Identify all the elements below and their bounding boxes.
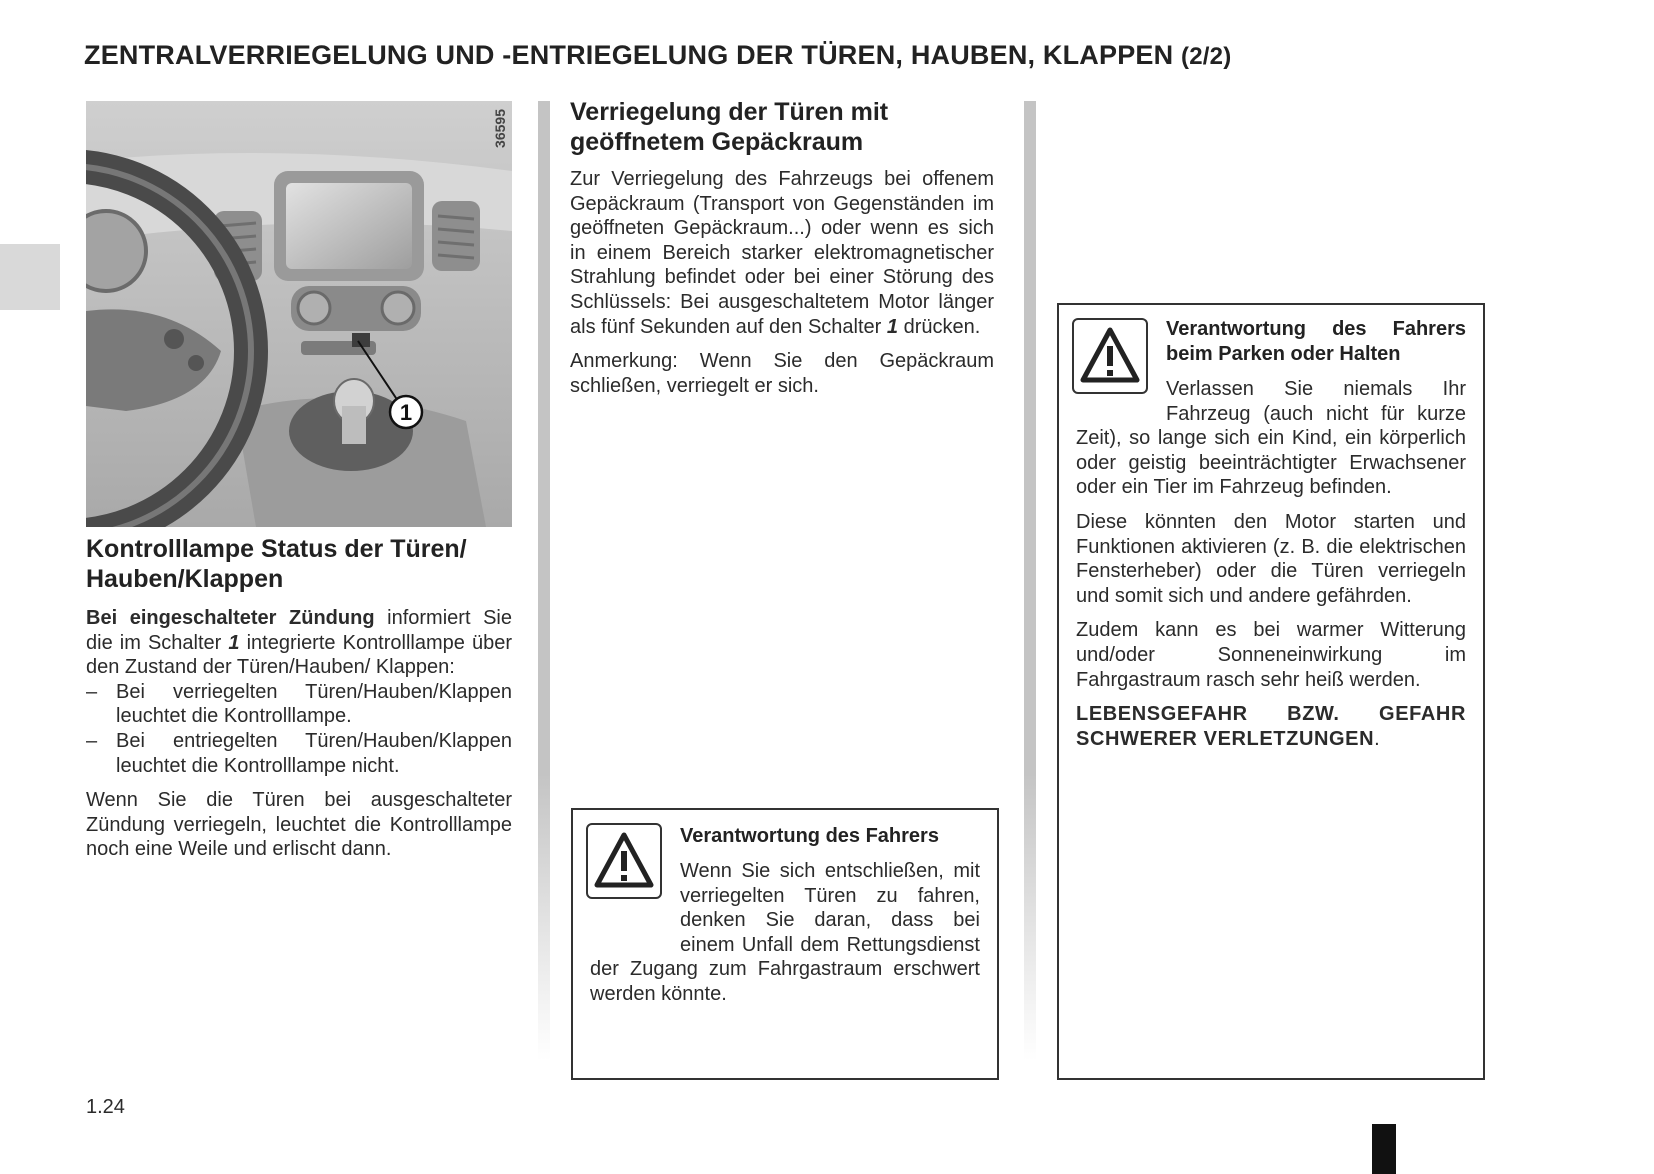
intro-bold: Bei eingeschalteter Zündung [86, 607, 375, 629]
title-text: ZENTRALVERRIEGELUNG UND -ENTRIEGELUNG DER TÜREN, HAUBEN, KLAPPEN [84, 40, 1174, 70]
open-trunk-para [570, 167, 994, 339]
list-item: – Bei verriegelten Türen/Hauben/Klappen leuchtet die Kontrolllampe. [86, 680, 512, 729]
danger-end: . [1374, 727, 1381, 750]
column-divider-left [538, 101, 550, 1061]
warning-parking-para3: Zudem kann es bei warmer Witterung und/oder Sonneneinwirkung im Fahrgastraum rasch sehr heiß werden. [1076, 619, 1466, 691]
warning-parking-danger [1076, 702, 1466, 751]
warning-parking-para1: Verlassen Sie niemals Ihr Fahrzeug (auch nicht für kurze Zeit), so lange sich ein Kind, ein körperlich oder geistig beeinträchtigter Erwachsener oder ein Tier im Fahrzeug befinden. [1076, 378, 1466, 499]
image-number: 36595 [492, 109, 508, 148]
warning-box-parking [1057, 303, 1485, 1080]
page-title [84, 40, 1231, 71]
column-divider-right [1024, 101, 1036, 1061]
page-number: 1.24 [86, 1096, 125, 1118]
open-trunk-heading: Verriegelung der Türen mit geöffnetem Gepäckraum [570, 98, 889, 156]
danger-text: LEBENSGEFAHR BZW. GEFAHR SCHWERER VERLETZUNGEN [1076, 703, 1466, 750]
status-lamp-heading: Kontrolllampe Status der Türen/ Hauben/Klappen [86, 535, 467, 593]
dashboard-illustration [86, 101, 512, 527]
title-page-part: (2/2) [1181, 43, 1232, 70]
intro-text-b: integrierte Kontrolllampe über den Zustand der Türen/Hauben/ Klappen: [86, 631, 512, 679]
list-item: – Bei entriegelten Türen/Hauben/Klappen leuchtet die Kontrolllampe nicht. [86, 729, 512, 778]
warning-box-driver [571, 808, 999, 1080]
open-trunk-text-a: Zur Verriegelung des Fahrzeugs bei offenem Gepäckraum (Transport von Gegenständen im geöffneten Gepäckraum...) oder wenn es sich in einem Bereich starker elektromagnetischer Strahlung befindet oder bei einer Störung des Schlüssels: Bei ausgeschaltetem Motor länger als fünf Sekunden auf den Schalter [570, 168, 994, 338]
warning-parking-para2: Diese könnten den Motor starten und Funktionen aktivieren (z. B. die elektrischen Fensterheber) oder die Türen verriegeln und somit sich und andere gefährden. [1076, 510, 1466, 607]
open-trunk-note: Anmerkung: Wenn Sie den Gepäckraum schließen, verriegelt er sich. [570, 350, 994, 397]
warning-parking-title: Verantwortung des Fahrers beim Parken oder Halten [1166, 318, 1466, 365]
page-edge-marker [1372, 1124, 1396, 1174]
middle-column [570, 97, 994, 398]
status-lamp-intro [86, 606, 512, 680]
warning-driver-title: Verantwortung des Fahrers [680, 825, 939, 847]
intro-switch-ref: 1 [228, 631, 240, 654]
left-column [86, 534, 512, 862]
intro-text-a: informiert Sie die im Schalter [86, 607, 513, 654]
status-lamp-closing: Wenn Sie die Türen bei ausgeschalteter Zündung verriegeln, leuchtet die Kontrolllampe noch eine Weile und erlischt dann. [86, 789, 512, 861]
open-trunk-switch-ref: 1 [886, 315, 899, 338]
callout-1: 1 [399, 400, 413, 425]
status-list [86, 680, 512, 778]
warning-driver-text: Wenn Sie sich entschließen, mit verriegelten Türen zu fahren, denken Sie daran, dass bei einem Unfall dem Rettungsdienst der Zugang zum Fahrgastraum erschwert werden könnte. [590, 860, 980, 1005]
open-trunk-text-b: drücken. [898, 315, 981, 338]
chapter-tab [0, 244, 60, 310]
